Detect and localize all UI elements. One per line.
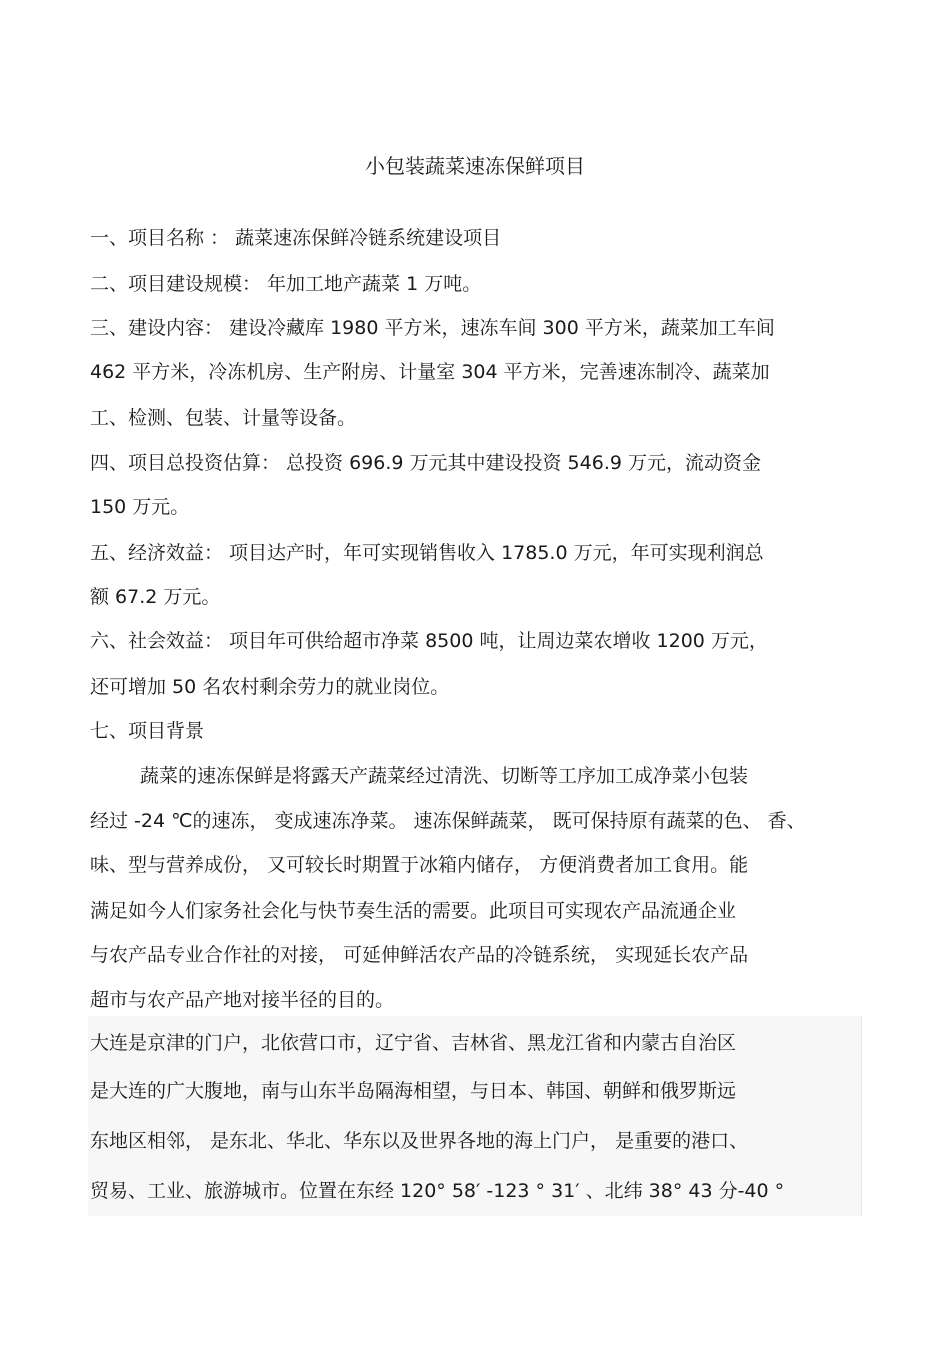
item-construction-content-end: 工、检测、包装、计量等设备。 (90, 407, 357, 429)
background-paragraph-line: 经过 -24 ℃的速冻， 变成速冻净菜。 速冻保鲜蔬菜， 既可保持原有蔬菜的色、 香、 (90, 810, 806, 832)
item-social-benefit: 六、社会效益： 项目年可供给超市净菜 8500 吨，让周边菜农增收 1200 万元， (90, 630, 768, 652)
background-paragraph-line: 超市与农产品产地对接半径的目的。 (90, 989, 395, 1011)
item-background-heading: 七、项目背景 (90, 720, 205, 742)
item-project-scale: 二、项目建设规模： 年加工地产蔬菜 1 万吨。 (90, 273, 482, 295)
item-economic-benefit-cont: 额 67.2 万元。 (90, 586, 221, 608)
background-paragraph-line: 与农产品专业合作社的对接， 可延伸鲜活农产品的冷链系统， 实现延长农产品 (90, 944, 749, 966)
background-paragraph-line: 蔬菜的速冻保鲜是将露天产蔬菜经过清洗、切断等工序加工成净菜小包装 (140, 765, 749, 787)
dalian-paragraph-line: 贸易、工业、旅游城市。位置在东经 120° 58′ -123 ° 31′ 、北纬 38° 43 分-40 ° (90, 1180, 785, 1202)
dalian-paragraph-line: 大连是京津的门户，北依营口市，辽宁省、吉林省、黑龙江省和内蒙古自治区 (90, 1032, 737, 1054)
item-economic-benefit: 五、经济效益： 项目达产时，年可实现销售收入 1785.0 万元，年可实现利润总 (90, 542, 764, 564)
item-investment: 四、项目总投资估算： 总投资 696.9 万元其中建设投资 546.9 万元，流动资金 (90, 452, 761, 474)
item-social-benefit-cont: 还可增加 50 名农村剩余劳力的就业岗位。 (90, 676, 450, 698)
item-investment-cont: 150 万元。 (90, 496, 190, 518)
dalian-paragraph-line: 是大连的广大腹地，南与山东半岛隔海相望，与日本、韩国、朝鲜和俄罗斯远 (90, 1080, 737, 1102)
document-title: 小包装蔬菜速冻保鲜项目 (365, 154, 585, 178)
item-project-name: 一、项目名称 ： 蔬菜速冻保鲜冷链系统建设项目 (90, 227, 502, 249)
background-paragraph-line: 味、型与营养成份， 又可较长时期置于冰箱内储存， 方便消费者加工食用。能 (90, 854, 749, 876)
item-construction-content-cont: 462 平方米，冷冻机房、生产附房、计量室 304 平方米，完善速冻制冷、蔬菜加 (90, 361, 770, 383)
item-construction-content: 三、建设内容： 建设冷藏库 1980 平方米，速冻车间 300 平方米，蔬菜加工车间 (90, 317, 775, 339)
dalian-paragraph-line: 东地区相邻， 是东北、华北、华东以及世界各地的海上门户， 是重要的港口、 (90, 1130, 749, 1152)
background-paragraph-line: 满足如今人们家务社会化与快节奏生活的需要。此项目可实现农产品流通企业 (90, 900, 737, 922)
